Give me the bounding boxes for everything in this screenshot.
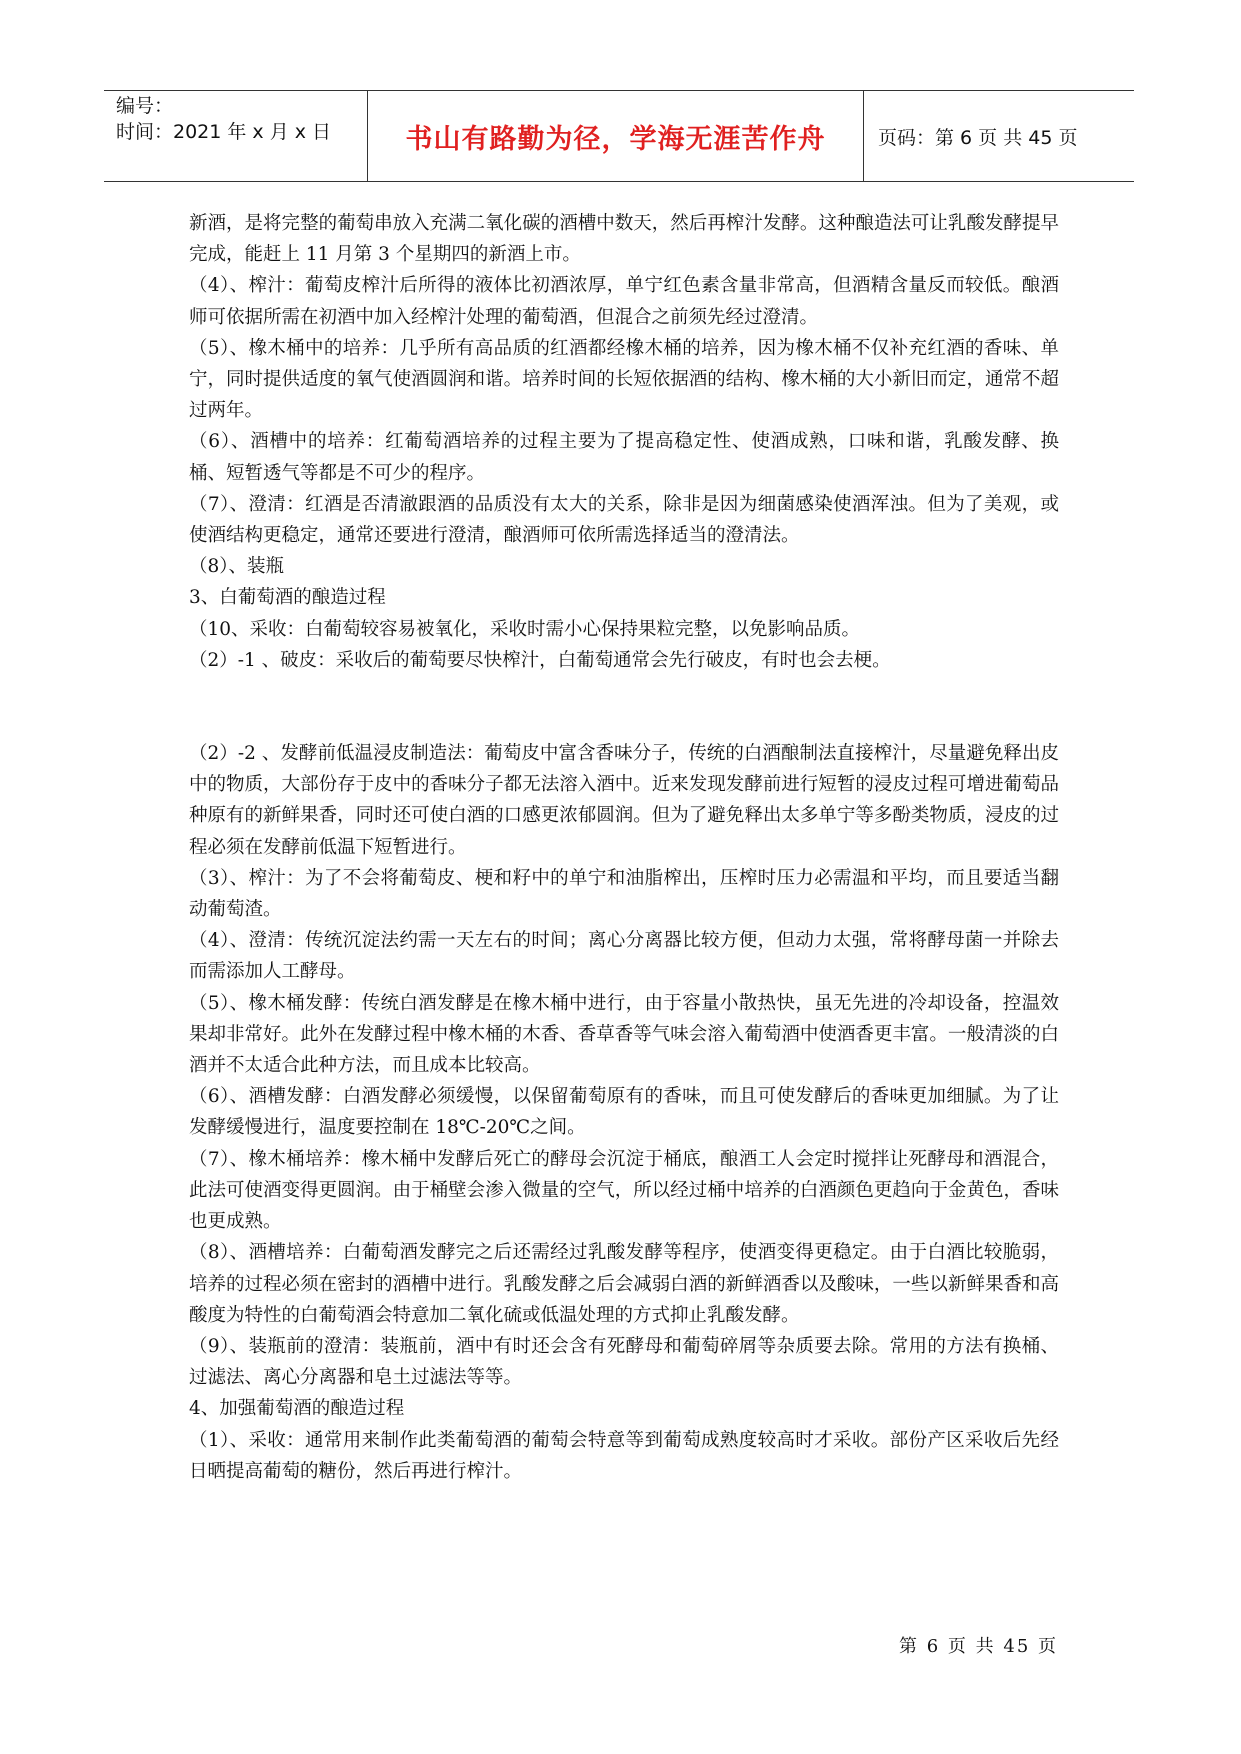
header-meta [104, 91, 368, 181]
body-paragraph: （7）、橡木桶培养：橡木桶中发酵后死亡的酵母会沉淀于桶底，酿酒工人会定时搅拌让死酵母和酒混合，此法可使酒变得更圆润。由于桶壁会渗入微量的空气，所以经过桶中培养的白酒颜色更趋向于金黄色，香味也更成熟。 [189, 1148, 1059, 1233]
body-paragraph: （9）、装瓶前的澄清：装瓶前，酒中有时还会含有死酵母和葡萄碎屑等杂质要去除。常用的方法有换桶、过滤法、离心分离器和皂土过滤法等等。 [189, 1335, 1059, 1389]
section-heading: 4、加强葡萄酒的酿造过程 [189, 1398, 405, 1420]
body-paragraph: （5）、橡木桶发酵：传统白酒发酵是在橡木桶中进行，由于容量小散热快，虽无先进的冷却设备，控温效果却非常好。此外在发酵过程中橡木桶的木香、香草香等气味会溶入葡萄酒中使酒香更丰富。一般清淡的白酒并不太适合此种方法，而且成本比较高。 [189, 992, 1059, 1077]
body-paragraph: （2）-2 、发酵前低温浸皮制造法：葡萄皮中富含香味分子，传统的白酒酿制法直接榨汁，尽量避免释出皮中的物质，大部份存于皮中的香味分子都无法溶入酒中。近来发现发酵前进行短暂的浸皮过程可增进葡萄品种原有的新鲜果香，同时还可使白酒的口感更浓郁圆润。但为了避免释出太多单宁等多酚类物质，浸皮的过程必须在发酵前低温下短暂进行。 [189, 743, 1059, 858]
document-number-label: 编号： [116, 95, 174, 117]
body-paragraph: （3）、榨汁：为了不会将葡萄皮、梗和籽中的单宁和油脂榨出，压榨时压力必需温和平均，而且要适当翻动葡萄渣。 [189, 867, 1059, 921]
document-body [189, 208, 1059, 1487]
body-paragraph: （7）、澄清：红酒是否清澈跟酒的品质没有太大的关系，除非是因为细菌感染使酒浑浊。但为了美观，或使酒结构更稳定，通常还要进行澄清，酿酒师可依所需选择适当的澄清法。 [189, 493, 1059, 547]
header-motto: 书山有路勤为径，学海无涯苦作舟 [405, 123, 826, 155]
document-time-label: 时间：2021 年 x 月 x 日 [116, 121, 332, 143]
header-motto-cell [368, 91, 864, 181]
header-page-number: 页码：第 6 页 共 45 页 [878, 126, 1078, 149]
body-paragraph: （4）、榨汁：葡萄皮榨汁后所得的液体比初酒浓厚，单宁红色素含量非常高，但酒精含量反而较低。酿酒师可依据所需在初酒中加入经榨汁处理的葡萄酒，但混合之前须先经过澄清。 [189, 275, 1059, 328]
body-paragraph: （6）、酒槽发酵：白酒发酵必须缓慢，以保留葡萄原有的香味，而且可使发酵后的香味更加细腻。为了让发酵缓慢进行，温度要控制在 18℃-20℃之间。 [189, 1086, 1059, 1139]
page-header [104, 90, 1134, 182]
page-footer: 第 6 页 共 45 页 [899, 1636, 1058, 1657]
body-paragraph: 新酒，是将完整的葡萄串放入充满二氧化碳的酒槽中数天，然后再榨汁发酵。这种酿造法可让乳酸发酵提早完成，能赶上 11 月第 3 个星期四的新酒上市。 [189, 213, 1059, 266]
header-page-cell [864, 91, 1134, 181]
body-paragraph: （1）、采收：通常用来制作此类葡萄酒的葡萄会特意等到葡萄成熟度较高时才采收。部份产区采收后先经日晒提高葡萄的糖份，然后再进行榨汁。 [189, 1429, 1059, 1482]
body-paragraph: （5）、橡木桶中的培养：几乎所有高品质的红酒都经橡木桶的培养，因为橡木桶不仅补充红酒的香味、单宁，同时提供适度的氧气使酒圆润和谐。培养时间的长短依据酒的结构、橡木桶的大小新旧而定，通常不超过两年。 [189, 337, 1059, 422]
body-paragraph: （4）、澄清：传统沉淀法约需一天左右的时间；离心分离器比较方便，但动力太强，常将酵母菌一并除去而需添加人工酵母。 [189, 930, 1059, 983]
body-paragraph: （8）、装瓶 [189, 556, 285, 578]
paragraph-gap [189, 676, 1059, 738]
body-paragraph: （8）、酒槽培养：白葡萄酒发酵完之后还需经过乳酸发酵等程序，使酒变得更稳定。由于白酒比较脆弱，培养的过程必须在密封的酒槽中进行。乳酸发酵之后会减弱白酒的新鲜酒香以及酸味，一些以新鲜果香和高酸度为特性的白葡萄酒会特意加二氧化硫或低温处理的方式抑止乳酸发酵。 [189, 1242, 1059, 1326]
section-heading: 3、白葡萄酒的酿造过程 [189, 587, 386, 609]
body-paragraph: （6）、酒槽中的培养：红葡萄酒培养的过程主要为了提高稳定性、使酒成熟，口味和谐，乳酸发酵、换桶、短暂透气等都是不可少的程序。 [189, 431, 1059, 484]
body-paragraph: （2）-1 、破皮：采收后的葡萄要尽快榨汁，白葡萄通常会先行破皮，有时也会去梗。 [189, 649, 891, 671]
body-paragraph: （10、采收：白葡萄较容易被氧化，采收时需小心保持果粒完整，以免影响品质。 [189, 618, 861, 640]
